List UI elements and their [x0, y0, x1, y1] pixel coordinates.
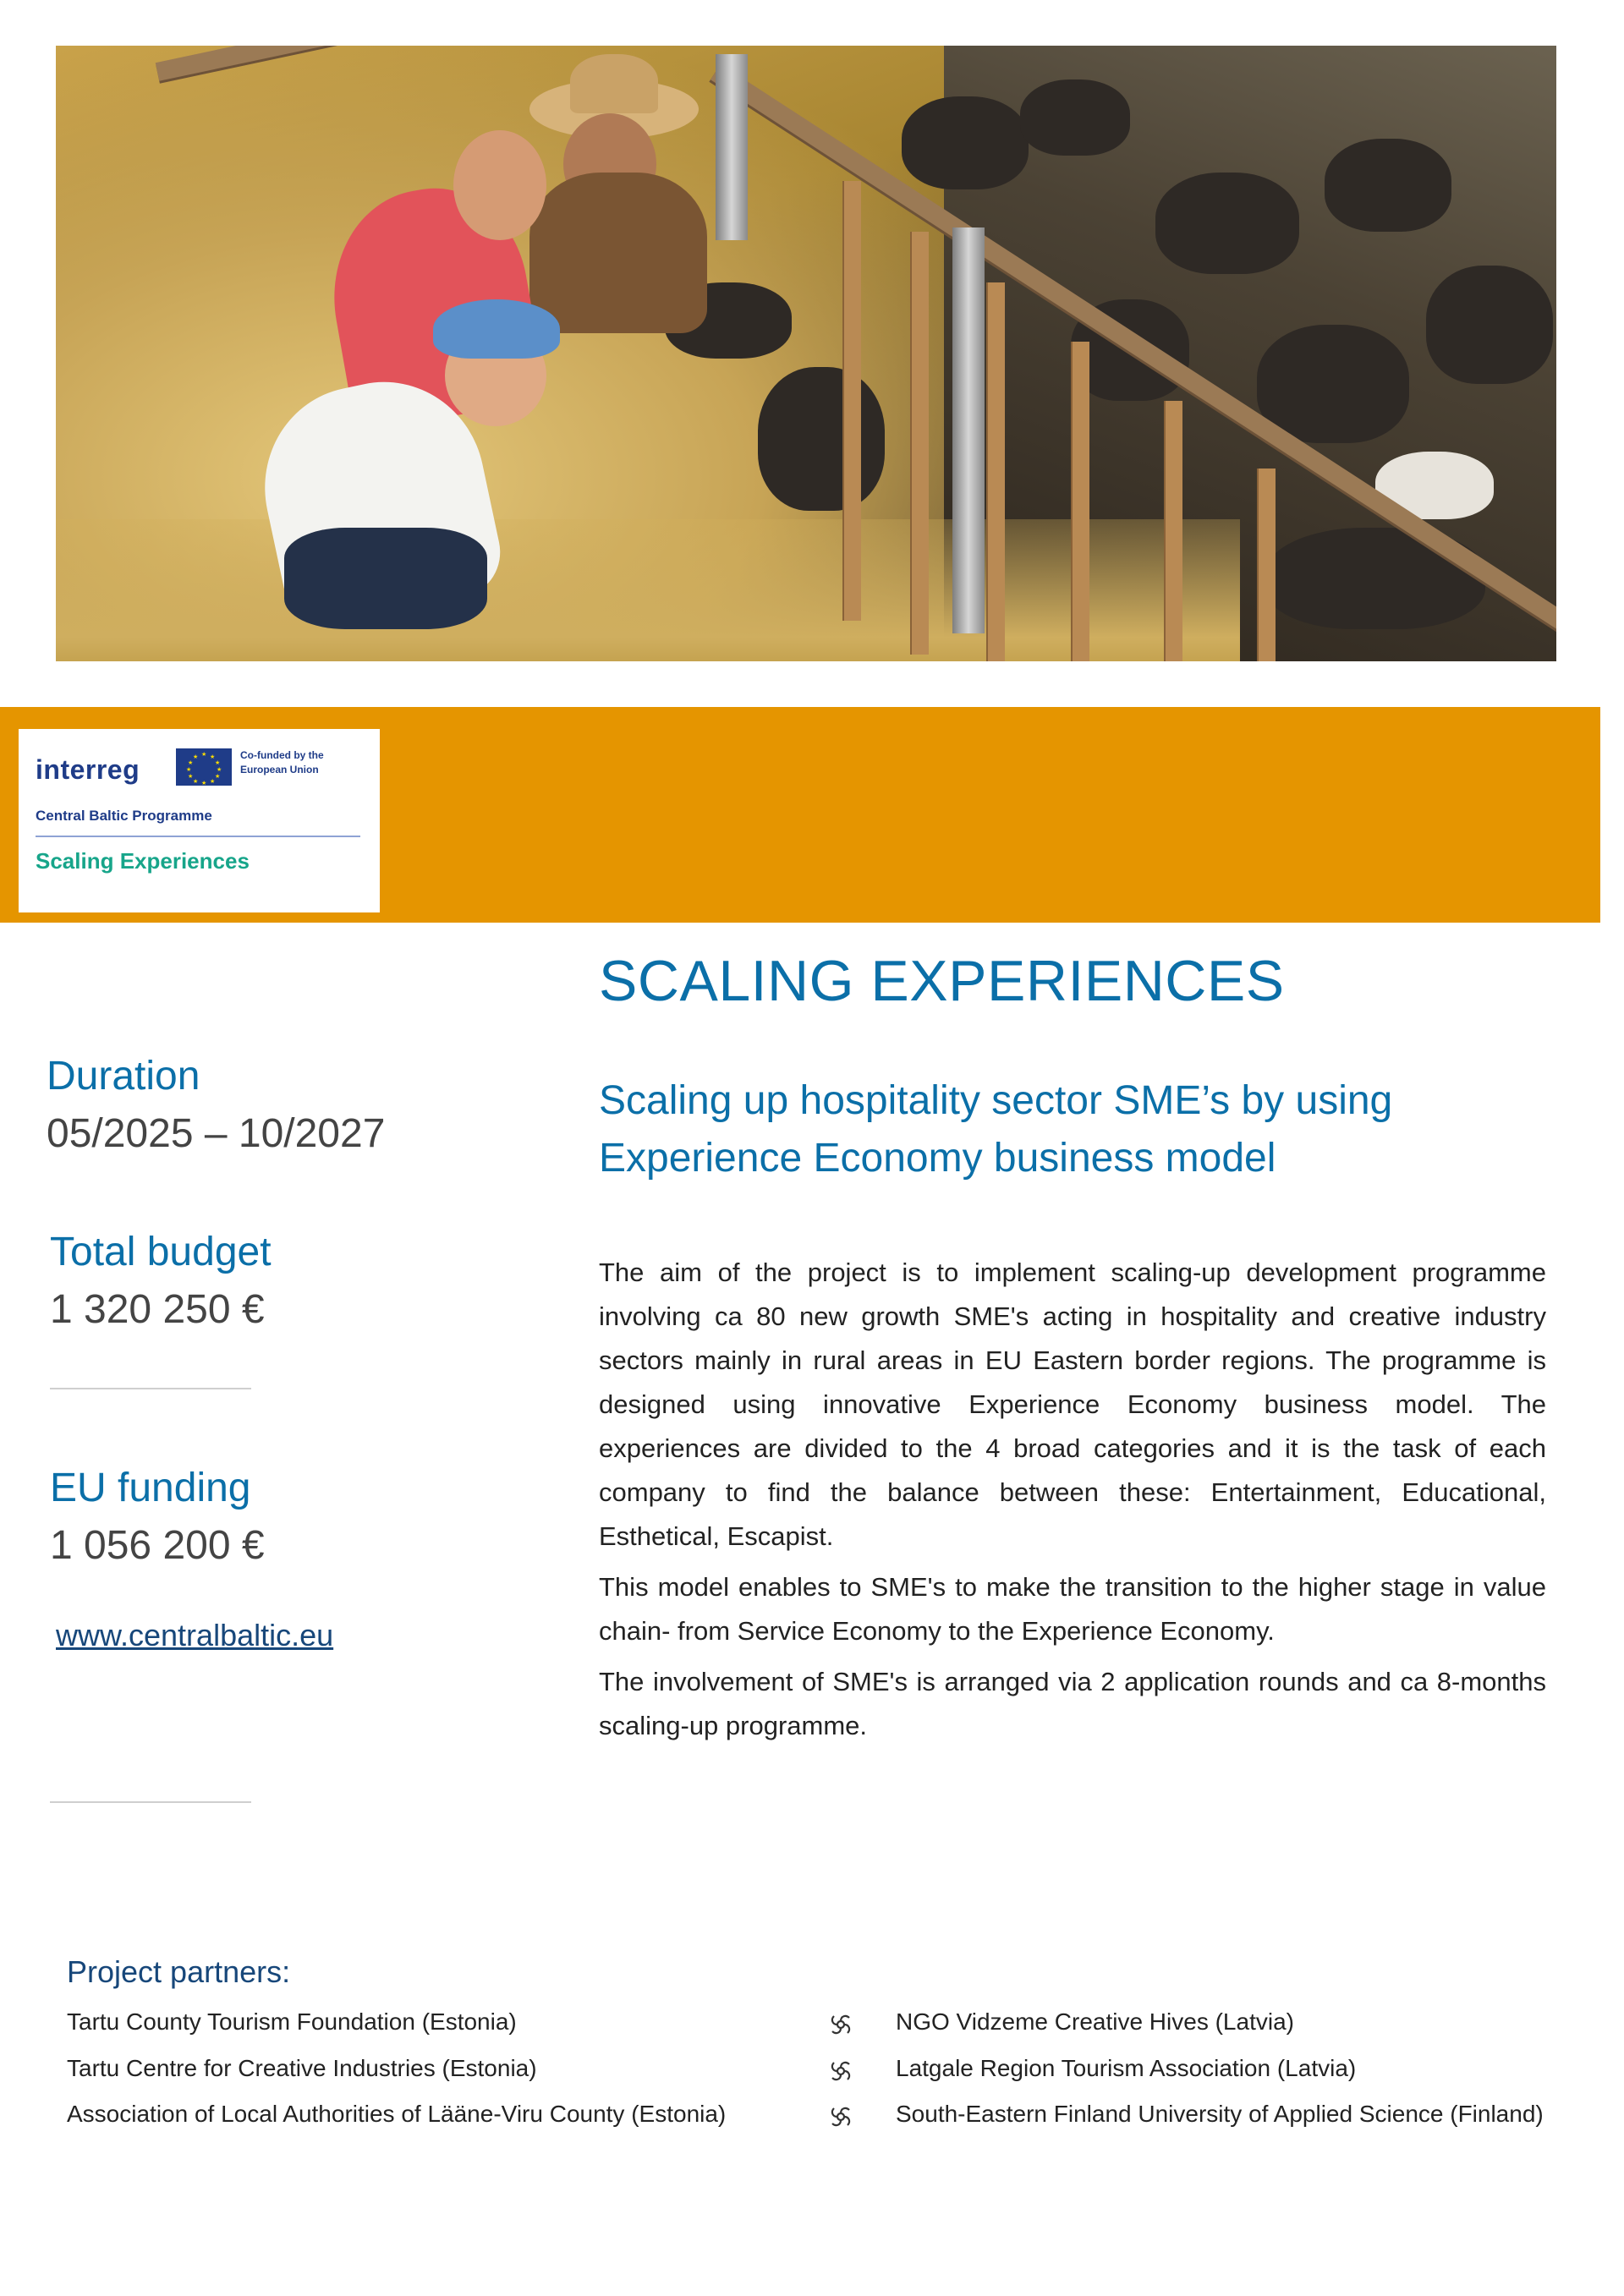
page-title: SCALING EXPERIENCES: [599, 949, 1285, 1013]
project-description: [599, 1251, 1546, 1755]
programme-label: Central Baltic Programme: [36, 808, 212, 824]
partner-item: South-Eastern Finland University of Applied Science (Finland): [896, 2101, 1544, 2127]
total-budget-label: Total budget: [50, 1230, 272, 1274]
partner-item: NGO Vidzeme Creative Hives (Latvia): [896, 2008, 1294, 2035]
eu-funding-label: EU funding: [50, 1466, 251, 1510]
partner-item: Tartu County Tourism Foundation (Estonia): [67, 2008, 517, 2035]
website-link[interactable]: www.centralbaltic.eu: [56, 1618, 334, 1652]
hero-photo: [56, 46, 1556, 661]
logo-divider: [36, 836, 360, 837]
swirl-icon: [827, 2058, 854, 2085]
project-name-label: Scaling Experiences: [36, 848, 250, 874]
divider: [50, 1388, 251, 1389]
duration-label: Duration: [47, 1054, 200, 1099]
duration-value: 05/2025 – 10/2027: [47, 1111, 386, 1156]
swirl-icon: [827, 2011, 854, 2038]
divider: [50, 1801, 251, 1803]
partners-heading: Project partners:: [67, 1954, 291, 1989]
total-budget-value: 1 320 250 €: [50, 1287, 265, 1332]
partner-item: Association of Local Authorities of Lääne-Viru County (Estonia): [67, 2101, 727, 2127]
logo-card: [19, 729, 380, 912]
cofunded-label: Co-funded by the European Union: [240, 749, 324, 775]
description-paragraph: This model enables to SME's to make the transition to the higher stage in value chain- from Service Economy to the Experience Economy.: [599, 1572, 1546, 1646]
interreg-logo: interreg: [36, 754, 140, 785]
eu-flag-icon: ★ ★ ★ ★ ★ ★ ★ ★ ★ ★ ★ ★: [176, 748, 232, 786]
description-paragraph: The involvement of SME's is arranged via 2 application rounds and ca 8-months scaling-up programme.: [599, 1667, 1546, 1740]
page-subtitle: Scaling up hospitality sector SME’s by using Experience Economy business model: [599, 1078, 1393, 1181]
swirl-icon: [827, 2103, 854, 2130]
eu-funding-value: 1 056 200 €: [50, 1523, 265, 1568]
partner-item: Tartu Centre for Creative Industries (Estonia): [67, 2055, 537, 2081]
partner-item: Latgale Region Tourism Association (Latvia): [896, 2055, 1357, 2081]
description-paragraph: The aim of the project is to implement scaling-up development programme involving ca 80 new growth SME's acting in hospitality and creative industry sectors mainly in rural areas in EU Eastern border regions. The programme is designed using innovative Experience Economy business model. The experiences are divided to the 4 broad categories and it is the task of each company to find the balance between these: Entertainment, Educational, Esthetical, Escapist.: [599, 1258, 1546, 1551]
